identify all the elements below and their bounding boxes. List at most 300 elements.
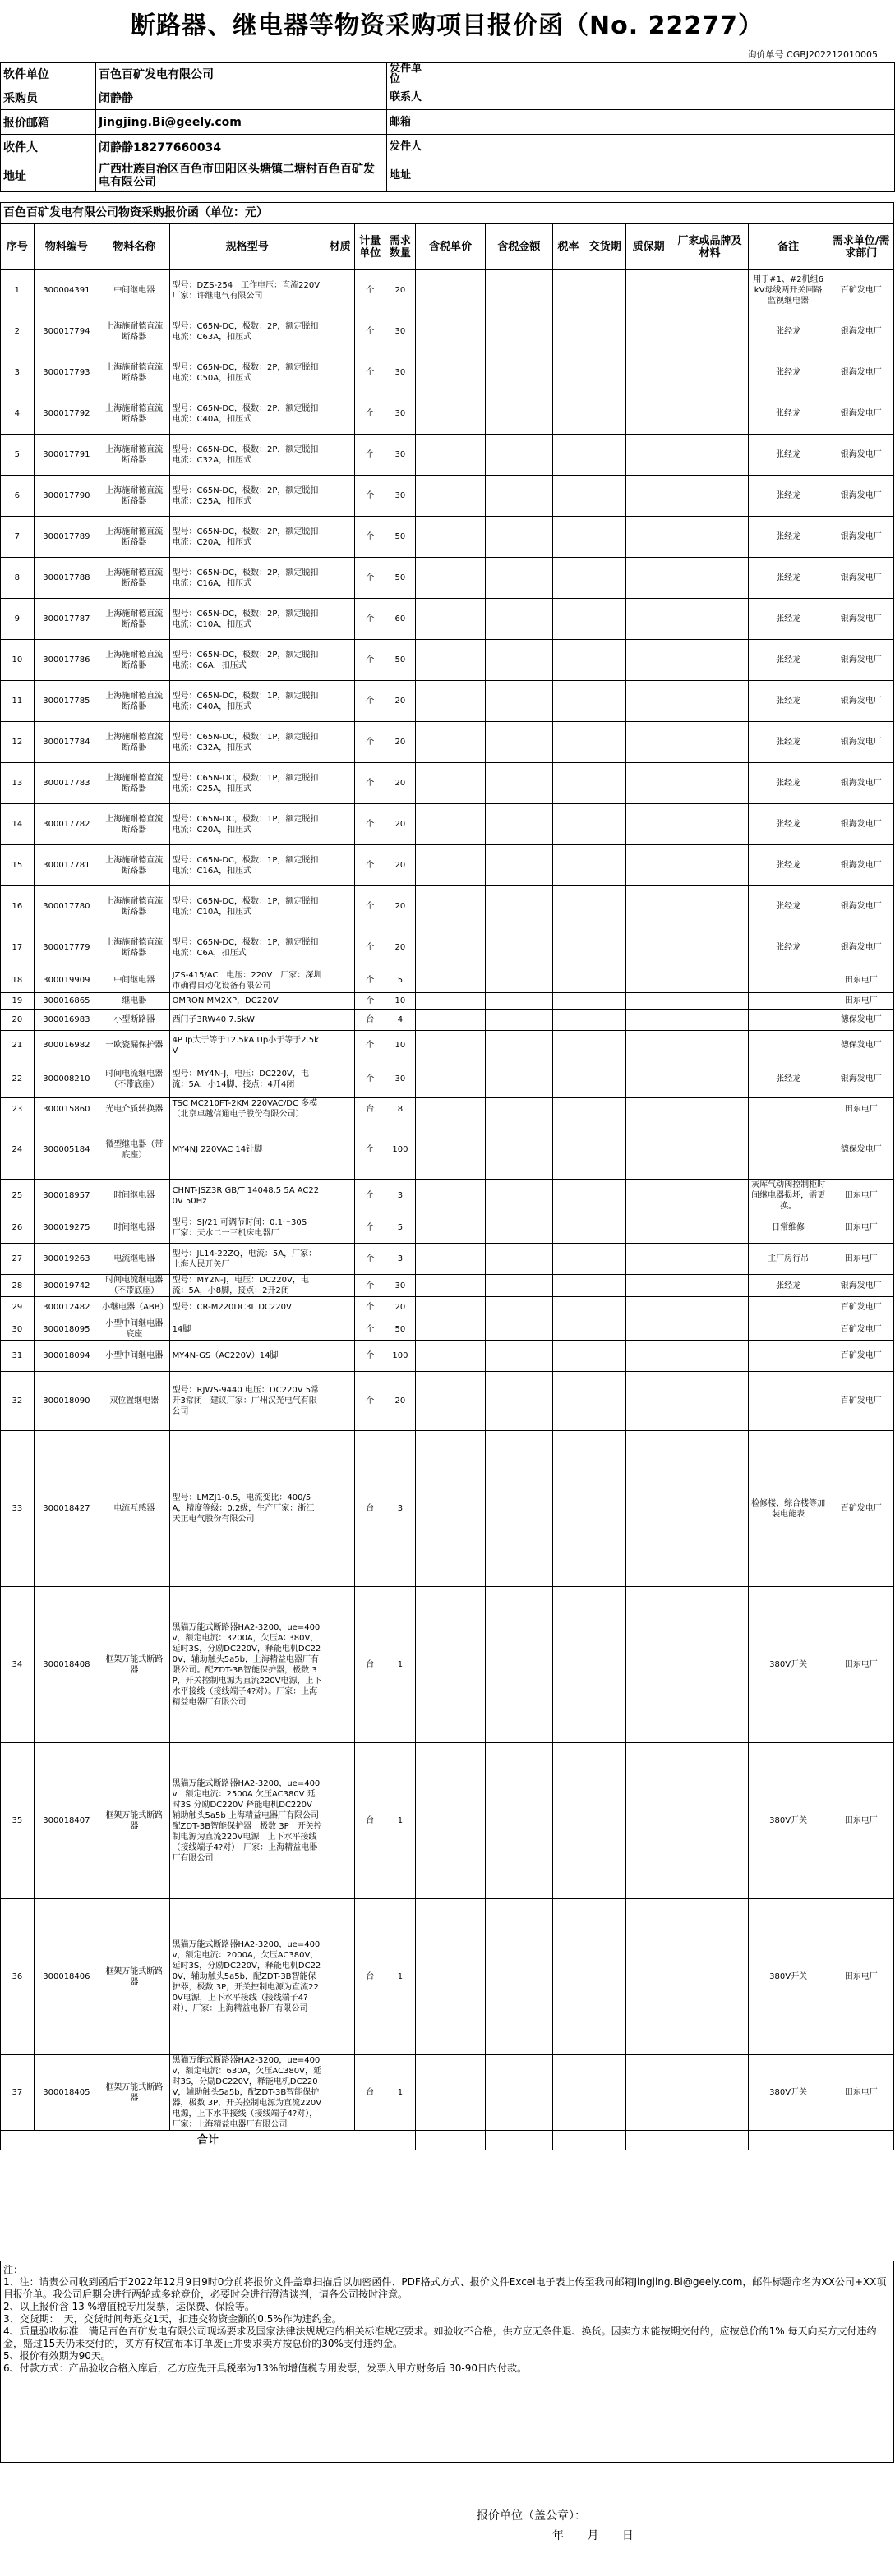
cell-input[interactable] bbox=[325, 640, 355, 681]
cell-input[interactable] bbox=[415, 927, 485, 968]
cell-input[interactable] bbox=[626, 393, 671, 435]
cell-input[interactable] bbox=[486, 352, 552, 393]
cell-spec: TSC MC210FT-2KM 220VAC/DC 多模（北京卓越信通电子股份有限公司） bbox=[169, 1098, 325, 1120]
cell-input[interactable] bbox=[584, 352, 626, 393]
cell-name: 上海施耐德直流断路器 bbox=[99, 763, 169, 804]
cell-input[interactable] bbox=[626, 1031, 671, 1060]
contact-value[interactable] bbox=[431, 85, 895, 110]
cell-input[interactable] bbox=[552, 640, 584, 681]
cell-input[interactable] bbox=[552, 804, 584, 845]
cell-dept: 银海发电厂 bbox=[828, 845, 894, 886]
cell-input[interactable] bbox=[325, 1244, 355, 1275]
cell-input[interactable] bbox=[552, 1899, 584, 2055]
cell-input[interactable] bbox=[552, 1180, 584, 1212]
cell-input[interactable] bbox=[626, 1180, 671, 1212]
cell-input[interactable] bbox=[626, 681, 671, 722]
cell-input[interactable] bbox=[415, 1431, 485, 1587]
cell-input[interactable] bbox=[552, 1743, 584, 1899]
cell-input[interactable] bbox=[626, 311, 671, 352]
total-cell[interactable] bbox=[584, 2131, 626, 2150]
cell-input[interactable] bbox=[626, 763, 671, 804]
cell-input[interactable] bbox=[626, 1743, 671, 1899]
cell-input[interactable] bbox=[325, 1297, 355, 1318]
cell-input[interactable] bbox=[626, 270, 671, 311]
cell-no: 13 bbox=[1, 763, 35, 804]
cell-input[interactable] bbox=[626, 599, 671, 640]
cell-input[interactable] bbox=[584, 804, 626, 845]
cell-input[interactable] bbox=[325, 1341, 355, 1372]
cell-input[interactable] bbox=[584, 1341, 626, 1372]
cell-input[interactable] bbox=[552, 517, 584, 558]
sender-value[interactable] bbox=[431, 135, 895, 159]
cell-input[interactable] bbox=[626, 1318, 671, 1341]
cell-input[interactable] bbox=[584, 393, 626, 435]
cell-qty: 1 bbox=[385, 1587, 416, 1743]
cell-input[interactable] bbox=[415, 435, 485, 476]
total-cell[interactable] bbox=[415, 2131, 485, 2150]
cell-input[interactable] bbox=[552, 1031, 584, 1060]
cell-input[interactable] bbox=[671, 968, 749, 993]
cell-input[interactable] bbox=[415, 1180, 485, 1212]
cell-input[interactable] bbox=[415, 1899, 485, 2055]
cell-input[interactable] bbox=[552, 1212, 584, 1244]
cell-input[interactable] bbox=[671, 804, 749, 845]
cell-input[interactable] bbox=[626, 352, 671, 393]
cell-input[interactable] bbox=[325, 1275, 355, 1297]
cell-qty: 3 bbox=[385, 1180, 416, 1212]
cell-input[interactable] bbox=[671, 558, 749, 599]
cell-input[interactable] bbox=[671, 517, 749, 558]
cell-input[interactable] bbox=[415, 599, 485, 640]
cell-input[interactable] bbox=[671, 1372, 749, 1431]
total-cell[interactable] bbox=[626, 2131, 671, 2150]
cell-input[interactable] bbox=[325, 599, 355, 640]
cell-input[interactable] bbox=[671, 270, 749, 311]
cell-input[interactable] bbox=[626, 722, 671, 763]
cell-input[interactable] bbox=[415, 1587, 485, 1743]
cell-input[interactable] bbox=[671, 1098, 749, 1120]
cell-input[interactable] bbox=[325, 968, 355, 993]
cell-input[interactable] bbox=[671, 722, 749, 763]
cell-input[interactable] bbox=[415, 1010, 485, 1031]
cell-input[interactable] bbox=[671, 1244, 749, 1275]
cell-input[interactable] bbox=[415, 763, 485, 804]
cell-unit: 个 bbox=[355, 270, 385, 311]
cell-input[interactable] bbox=[671, 352, 749, 393]
cell-input[interactable] bbox=[415, 517, 485, 558]
cell-input[interactable] bbox=[415, 558, 485, 599]
cell-input[interactable] bbox=[552, 968, 584, 993]
cell-input[interactable] bbox=[552, 1275, 584, 1297]
cell-input[interactable] bbox=[325, 435, 355, 476]
cell-input[interactable] bbox=[584, 763, 626, 804]
cell-input[interactable] bbox=[415, 640, 485, 681]
cell-input[interactable] bbox=[415, 393, 485, 435]
cell-input[interactable] bbox=[671, 1297, 749, 1318]
cell-input[interactable] bbox=[415, 1372, 485, 1431]
cell-input[interactable] bbox=[671, 993, 749, 1010]
cell-dept: 田东电厂 bbox=[828, 1244, 894, 1275]
cell-input[interactable] bbox=[584, 1431, 626, 1587]
cell-input[interactable] bbox=[325, 311, 355, 352]
cell-input[interactable] bbox=[584, 1244, 626, 1275]
cell-input[interactable] bbox=[671, 1180, 749, 1212]
cell-input[interactable] bbox=[626, 640, 671, 681]
cell-input[interactable] bbox=[626, 968, 671, 993]
cell-input[interactable] bbox=[584, 927, 626, 968]
cell-input[interactable] bbox=[584, 1031, 626, 1060]
cell-input[interactable] bbox=[415, 1120, 485, 1180]
cell-input[interactable] bbox=[486, 1743, 552, 1899]
cell-input[interactable] bbox=[325, 1587, 355, 1743]
cell-input[interactable] bbox=[415, 270, 485, 311]
cell-input[interactable] bbox=[415, 804, 485, 845]
cell-input[interactable] bbox=[584, 2055, 626, 2131]
cell-input[interactable] bbox=[486, 640, 552, 681]
cell-input[interactable] bbox=[626, 1244, 671, 1275]
cell-input[interactable] bbox=[584, 1899, 626, 2055]
sender-email-value[interactable] bbox=[431, 110, 895, 135]
cell-input[interactable] bbox=[584, 845, 626, 886]
cell-input[interactable] bbox=[552, 2055, 584, 2131]
cell-input[interactable] bbox=[584, 681, 626, 722]
cell-input[interactable] bbox=[552, 1372, 584, 1431]
cell-input[interactable] bbox=[671, 1341, 749, 1372]
cell-qty: 20 bbox=[385, 886, 416, 927]
cell-input[interactable] bbox=[584, 1587, 626, 1743]
cell-input[interactable] bbox=[486, 927, 552, 968]
cell-input[interactable] bbox=[325, 927, 355, 968]
cell-input[interactable] bbox=[626, 1275, 671, 1297]
cell-input[interactable] bbox=[671, 1031, 749, 1060]
cell-input[interactable] bbox=[486, 476, 552, 517]
cell-input[interactable] bbox=[486, 968, 552, 993]
cell-input[interactable] bbox=[552, 886, 584, 927]
cell-input[interactable] bbox=[626, 558, 671, 599]
cell-input[interactable] bbox=[552, 1431, 584, 1587]
cell-input[interactable] bbox=[584, 1180, 626, 1212]
cell-input[interactable] bbox=[626, 1899, 671, 2055]
cell-input[interactable] bbox=[552, 763, 584, 804]
cell-input[interactable] bbox=[584, 1297, 626, 1318]
cell-input[interactable] bbox=[584, 640, 626, 681]
cell-unit: 个 bbox=[355, 804, 385, 845]
cell-input[interactable] bbox=[415, 993, 485, 1010]
cell-input[interactable] bbox=[325, 763, 355, 804]
cell-input[interactable] bbox=[584, 722, 626, 763]
cell-input[interactable] bbox=[486, 393, 552, 435]
cell-input[interactable] bbox=[552, 558, 584, 599]
cell-name: 上海施耐德直流断路器 bbox=[99, 517, 169, 558]
cell-input[interactable] bbox=[486, 1010, 552, 1031]
cell-input[interactable] bbox=[626, 2055, 671, 2131]
sender-address-value[interactable] bbox=[431, 159, 895, 192]
cell-input[interactable] bbox=[584, 1372, 626, 1431]
cell-input[interactable] bbox=[325, 1098, 355, 1120]
cell-name: 上海施耐德直流断路器 bbox=[99, 640, 169, 681]
cell-input[interactable] bbox=[415, 968, 485, 993]
cell-input[interactable] bbox=[325, 1372, 355, 1431]
cell-input[interactable] bbox=[552, 1341, 584, 1372]
cell-input[interactable] bbox=[486, 722, 552, 763]
table-row bbox=[1, 1275, 894, 1297]
cell-input[interactable] bbox=[415, 1743, 485, 1899]
cell-input[interactable] bbox=[626, 804, 671, 845]
cell-input[interactable] bbox=[415, 352, 485, 393]
cell-input[interactable] bbox=[325, 1899, 355, 2055]
cell-input[interactable] bbox=[552, 722, 584, 763]
cell-input[interactable] bbox=[671, 1060, 749, 1098]
cell-input[interactable] bbox=[415, 1341, 485, 1372]
cell-input[interactable] bbox=[671, 845, 749, 886]
total-cell[interactable] bbox=[748, 2131, 828, 2150]
cell-input[interactable] bbox=[626, 1431, 671, 1587]
cell-input[interactable] bbox=[626, 1010, 671, 1031]
cell-input[interactable] bbox=[584, 1098, 626, 1120]
cell-qty: 20 bbox=[385, 270, 416, 311]
cell-input[interactable] bbox=[671, 1318, 749, 1341]
cell-input[interactable] bbox=[584, 1275, 626, 1297]
cell-input[interactable] bbox=[486, 1275, 552, 1297]
cell-input[interactable] bbox=[671, 393, 749, 435]
cell-input[interactable] bbox=[486, 1899, 552, 2055]
cell-input[interactable] bbox=[325, 1431, 355, 1587]
cell-input[interactable] bbox=[671, 311, 749, 352]
cell-code: 300008210 bbox=[34, 1060, 99, 1098]
cell-input[interactable] bbox=[486, 435, 552, 476]
cell-input[interactable] bbox=[584, 270, 626, 311]
cell-input[interactable] bbox=[626, 927, 671, 968]
cell-input[interactable] bbox=[671, 1743, 749, 1899]
cell-input[interactable] bbox=[325, 993, 355, 1010]
cell-input[interactable] bbox=[415, 722, 485, 763]
cell-input[interactable] bbox=[486, 845, 552, 886]
cell-input[interactable] bbox=[325, 1010, 355, 1031]
cell-input[interactable] bbox=[671, 599, 749, 640]
cell-input[interactable] bbox=[325, 845, 355, 886]
cell-input[interactable] bbox=[486, 1180, 552, 1212]
cell-input[interactable] bbox=[486, 886, 552, 927]
cell-input[interactable] bbox=[325, 393, 355, 435]
cell-input[interactable] bbox=[626, 476, 671, 517]
cell-input[interactable] bbox=[486, 1341, 552, 1372]
cell-input[interactable] bbox=[486, 558, 552, 599]
cell-input[interactable] bbox=[325, 476, 355, 517]
total-cell[interactable] bbox=[828, 2131, 894, 2150]
cell-input[interactable] bbox=[626, 993, 671, 1010]
cell-input[interactable] bbox=[486, 993, 552, 1010]
cell-input[interactable] bbox=[486, 1372, 552, 1431]
cell-input[interactable] bbox=[552, 1060, 584, 1098]
cell-input[interactable] bbox=[415, 2055, 485, 2131]
table-row bbox=[1, 2055, 894, 2131]
cell-name: 中间继电器 bbox=[99, 270, 169, 311]
cell-input[interactable] bbox=[415, 1060, 485, 1098]
cell-input[interactable] bbox=[626, 1098, 671, 1120]
cell-input[interactable] bbox=[325, 1120, 355, 1180]
cell-input[interactable] bbox=[415, 886, 485, 927]
cell-input[interactable] bbox=[584, 1212, 626, 1244]
cell-input[interactable] bbox=[584, 1318, 626, 1341]
cell-input[interactable] bbox=[671, 763, 749, 804]
cell-input[interactable] bbox=[552, 1120, 584, 1180]
cell-input[interactable] bbox=[415, 1318, 485, 1341]
cell-input[interactable] bbox=[552, 352, 584, 393]
cell-input[interactable] bbox=[671, 1587, 749, 1743]
cell-input[interactable] bbox=[325, 1212, 355, 1244]
cell-input[interactable] bbox=[671, 1010, 749, 1031]
cell-input[interactable] bbox=[626, 435, 671, 476]
cell-unit: 台 bbox=[355, 1010, 385, 1031]
cell-input[interactable] bbox=[486, 1120, 552, 1180]
cell-input[interactable] bbox=[486, 1318, 552, 1341]
cell-input[interactable] bbox=[671, 927, 749, 968]
cell-input[interactable] bbox=[552, 476, 584, 517]
cell-remark bbox=[748, 1031, 828, 1060]
cell-input[interactable] bbox=[415, 476, 485, 517]
cell-input[interactable] bbox=[626, 1372, 671, 1431]
cell-input[interactable] bbox=[415, 1031, 485, 1060]
cell-input[interactable] bbox=[325, 517, 355, 558]
cell-input[interactable] bbox=[671, 681, 749, 722]
cell-input[interactable] bbox=[671, 1899, 749, 2055]
cell-input[interactable] bbox=[626, 845, 671, 886]
total-cell[interactable] bbox=[486, 2131, 552, 2150]
cell-input[interactable] bbox=[626, 1341, 671, 1372]
cell-input[interactable] bbox=[626, 1060, 671, 1098]
cell-input[interactable] bbox=[325, 1743, 355, 1899]
cell-input[interactable] bbox=[626, 886, 671, 927]
cell-input[interactable] bbox=[415, 311, 485, 352]
cell-input[interactable] bbox=[671, 2055, 749, 2131]
cell-input[interactable] bbox=[325, 2055, 355, 2131]
cell-input[interactable] bbox=[626, 1120, 671, 1180]
cell-input[interactable] bbox=[584, 968, 626, 993]
cell-input[interactable] bbox=[584, 558, 626, 599]
cell-input[interactable] bbox=[415, 681, 485, 722]
cell-input[interactable] bbox=[325, 558, 355, 599]
cell-input[interactable] bbox=[671, 1212, 749, 1244]
total-cell[interactable] bbox=[552, 2131, 584, 2150]
cell-input[interactable] bbox=[671, 1120, 749, 1180]
cell-input[interactable] bbox=[552, 1297, 584, 1318]
cell-input[interactable] bbox=[626, 517, 671, 558]
cell-input[interactable] bbox=[486, 1060, 552, 1098]
cell-input[interactable] bbox=[325, 804, 355, 845]
cell-input[interactable] bbox=[415, 1212, 485, 1244]
cell-input[interactable] bbox=[552, 1244, 584, 1275]
cell-input[interactable] bbox=[552, 681, 584, 722]
cell-input[interactable] bbox=[626, 1297, 671, 1318]
cell-input[interactable] bbox=[671, 1275, 749, 1297]
cell-input[interactable] bbox=[584, 311, 626, 352]
cell-input[interactable] bbox=[552, 1098, 584, 1120]
cell-input[interactable] bbox=[584, 886, 626, 927]
cell-input[interactable] bbox=[415, 1275, 485, 1297]
cell-input[interactable] bbox=[584, 1743, 626, 1899]
cell-input[interactable] bbox=[486, 763, 552, 804]
total-cell[interactable] bbox=[671, 2131, 749, 2150]
cell-input[interactable] bbox=[584, 476, 626, 517]
send-unit-value[interactable] bbox=[431, 63, 895, 85]
table-row bbox=[1, 311, 894, 352]
cell-input[interactable] bbox=[626, 1212, 671, 1244]
cell-input[interactable] bbox=[415, 1244, 485, 1275]
cell-input[interactable] bbox=[325, 1031, 355, 1060]
cell-name: 一欧瓷漏保护器 bbox=[99, 1031, 169, 1060]
cell-input[interactable] bbox=[415, 1098, 485, 1120]
cell-input[interactable] bbox=[552, 927, 584, 968]
cell-input[interactable] bbox=[552, 993, 584, 1010]
cell-input[interactable] bbox=[325, 1318, 355, 1341]
cell-input[interactable] bbox=[671, 476, 749, 517]
cell-input[interactable] bbox=[552, 599, 584, 640]
cell-input[interactable] bbox=[486, 804, 552, 845]
cell-input[interactable] bbox=[325, 270, 355, 311]
cell-input[interactable] bbox=[486, 311, 552, 352]
cell-input[interactable] bbox=[486, 1212, 552, 1244]
cell-input[interactable] bbox=[325, 722, 355, 763]
cell-unit: 台 bbox=[355, 1431, 385, 1587]
table-row bbox=[1, 1244, 894, 1275]
cell-input[interactable] bbox=[584, 517, 626, 558]
cell-input[interactable] bbox=[671, 886, 749, 927]
cell-input[interactable] bbox=[415, 1297, 485, 1318]
cell-input[interactable] bbox=[415, 845, 485, 886]
cell-input[interactable] bbox=[486, 1297, 552, 1318]
cell-input[interactable] bbox=[325, 886, 355, 927]
cell-input[interactable] bbox=[552, 311, 584, 352]
cell-input[interactable] bbox=[325, 1180, 355, 1212]
cell-input[interactable] bbox=[584, 435, 626, 476]
cell-input[interactable] bbox=[325, 681, 355, 722]
cell-input[interactable] bbox=[486, 270, 552, 311]
cell-input[interactable] bbox=[626, 1587, 671, 1743]
cell-input[interactable] bbox=[584, 993, 626, 1010]
cell-input[interactable] bbox=[486, 2055, 552, 2131]
table-row bbox=[1, 476, 894, 517]
cell-input[interactable] bbox=[486, 517, 552, 558]
cell-input[interactable] bbox=[671, 435, 749, 476]
cell-input[interactable] bbox=[486, 1431, 552, 1587]
cell-input[interactable] bbox=[584, 1060, 626, 1098]
cell-input[interactable] bbox=[552, 1318, 584, 1341]
cell-input[interactable] bbox=[486, 1244, 552, 1275]
cell-input[interactable] bbox=[486, 1587, 552, 1743]
cell-input[interactable] bbox=[584, 1010, 626, 1031]
note-line: 注： bbox=[3, 2264, 24, 2275]
cell-input[interactable] bbox=[552, 393, 584, 435]
cell-name: 时间电流继电器（不带底座） bbox=[99, 1060, 169, 1098]
cell-input[interactable] bbox=[671, 1431, 749, 1587]
cell-input[interactable] bbox=[584, 1120, 626, 1180]
cell-input[interactable] bbox=[552, 435, 584, 476]
cell-input[interactable] bbox=[552, 1010, 584, 1031]
cell-dept: 银海发电厂 bbox=[828, 517, 894, 558]
cell-remark bbox=[748, 1010, 828, 1031]
cell-input[interactable] bbox=[486, 599, 552, 640]
cell-input[interactable] bbox=[671, 640, 749, 681]
cell-input[interactable] bbox=[486, 681, 552, 722]
cell-input[interactable] bbox=[325, 352, 355, 393]
cell-input[interactable] bbox=[325, 1060, 355, 1098]
cell-input[interactable] bbox=[552, 270, 584, 311]
cell-input[interactable] bbox=[552, 845, 584, 886]
cell-input[interactable] bbox=[584, 599, 626, 640]
cell-input[interactable] bbox=[486, 1098, 552, 1120]
cell-input[interactable] bbox=[552, 1587, 584, 1743]
cell-input[interactable] bbox=[486, 1031, 552, 1060]
